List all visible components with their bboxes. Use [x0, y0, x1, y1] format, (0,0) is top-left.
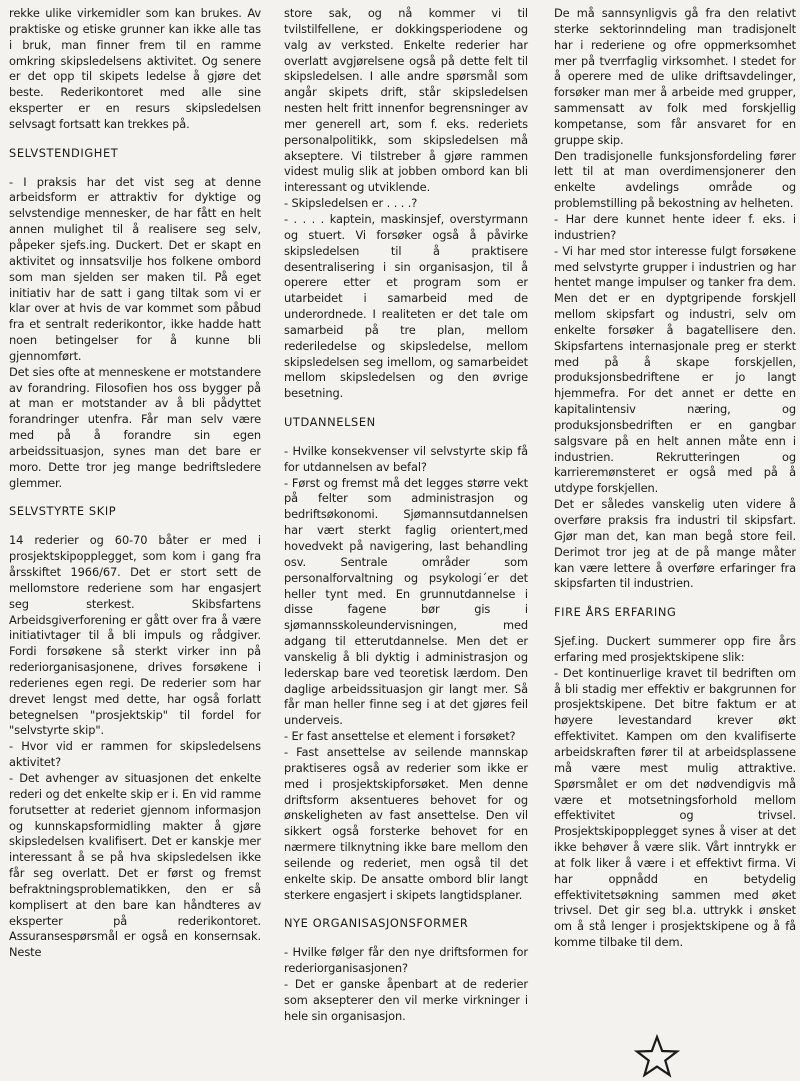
- paragraph: - Skipsledelsen er . . . .?: [284, 196, 418, 211]
- paragraph: Den tradisjonelle funksjonsfordeling fører lett til at man overdimensjonerer den enkelte avdelings område og problemstilling på bekostning av helheten.: [554, 148, 796, 211]
- paragraph: De må sannsynligvis gå fra den relativt sterke sektorinndeling man tradisjonelt har i rederiene og ofre oppmerksomhet mer på tverrfaglig virksomhet. I stedet for å operere med de ulike driftsavdelinger, forsøker man mer å arbeide med grupper, sammensatt av folk med forskjellig kompetanse, som får ansvaret for en gruppe skip.: [554, 6, 796, 147]
- paragraph: - Har dere kunnet hente ideer f. eks. i industrien?: [554, 211, 796, 242]
- column-1: [9, 6, 261, 961]
- paragraph: store sak, og nå kommer vi til tvilstilfellene, er dokkingsperiodene og valg av verksted. Enkelte rederier har overlatt avgjørelsene også på dette felt til skipsledelsen. I alle andre spørsmål som angår skipets drift, står skipsledelsen nesten helt fritt innenfor begrensninger av mer generell art, som f. eks. rederiets personalpolitikk, som skipsledelsen må akseptere. Vi tilstreber å gjøre rammen videst mulig slik at jobben ombord kan bli interessant og utviklende.: [284, 6, 528, 195]
- section-heading: NYE ORGANISASJONSFORMER: [284, 916, 469, 931]
- paragraph: - Det er ganske åpenbart at de rederier som aksepterer den vil merke virkninger i hele sin organisasjon.: [284, 976, 528, 1023]
- paragraph: Sjef.ing. Duckert summerer opp fire års erfaring med prosjektskipene slik:: [554, 634, 796, 664]
- paragraph: - Først og fremst må det legges større vekt på felter som administrasjon og bedriftsøkonomi. Sjømannsutdannelsen har vært sterkt faglig orientert,med hovedvekt på navigering, last behandling osv. Sentrale områder som personalforvaltning og psykologi´er det heller tynt med. En grunnutdannelse i disse fagene bør gis i sjømannsskoleundervisningen, med adgang til etterutdannelse. Men det er vanskelig å bli dyktig i administrasjon og lederskap bare ved teoretisk lærdom. Den daglige arbeidssituasjon gir langt mer. Så får man heller finne seg i at det gjøres feil underveis.: [284, 475, 528, 728]
- paragraph: Det er således vanskelig uten videre å overføre praksis fra industri til skipsfart. Gjør man det, kan man begå store feil. Derimot tror jeg at de på mange måter kan være lettere å overføre erfaringer fra skipsfarten til industrien.: [554, 497, 796, 591]
- paragraph: - . . . . kaptein, maskinsjef, overstyrmann og stuert. Vi forsøker også å påvirke skipsledelsen til å praktisere desentralisering i sin organisasjon, til å operere etter et program som er utarbeidet i samarbeid med de underordnede. I realiteten er det tale om samarbeid på tre plan, mellom rederiledelse og skipsledelse, mellom skipsledelsen seg imellom, og samarbeidet mellom skipsledelsen og den øvrige besetning.: [284, 211, 528, 401]
- star-outline-icon: [634, 1034, 680, 1078]
- column-2: [284, 6, 528, 1024]
- paragraph: - Det avhenger av situasjonen det enkelte rederi og det enkelte skip er i. En vid ramme forutsetter at rederiet gjennom informasjon og kunnskapsformidling makter å gjøre skipsledelsen kvalifisert. Det er kanskje mer interessant å se på hva skipsledelsen ikke får seg overlatt. Det er først og fremst befraktningsproblematikken, den er så komplisert at den bare kan håndteres av eksperter på rederikontoret. Assuransespørsmål er også en konsernsak. Neste: [9, 770, 261, 960]
- paragraph: rekke ulike virkemidler som kan brukes. Av praktiske og etiske grunner kan ikke alle tas i bruk, man finner frem til en ramme omkring skipsledelsens aktivitet. Og senere er det opp til skipets ledelse å gjøre det beste. Rederikontoret med alle sine eksperter er en resurs skipsledelsen selvsagt fortsatt kan trekkes på.: [9, 6, 261, 131]
- paragraph: - Hvilke følger får den nye driftsformen for rederiorganisasjonen?: [284, 945, 528, 976]
- section-heading: SELVSTYRTE SKIP: [9, 504, 117, 519]
- paragraph: - Det kontinuerlige kravet til bedriften om å bli stadig mer effektiv er bakgrunnen for prosjektskipene. Det bitre faktum er at høyere levestandard krever økt effektivitet. Kampen om den kvalifiserte arbeidskraften fører til at arbeidsplassene må være mest mulig attraktive. Spørsmålet er om det nødvendigvis må være et motsetningsforhold mellom effektivitet og trivsel. Prosjektskipopplegget synes å viser at det ikke behøver å være slik. Vårt inntrykk er at folk liker å være i et effektivt firma. Vi har oppnådd en betydelig effektivitetsøkning sammen med øket trivsel. Det gir seg bl.a. uttrykk i ønsket om å stå lenger i prosjektskipene og å få komme tilbake til dem.: [554, 665, 796, 950]
- paragraph: 14 rederier og 60-70 båter er med i prosjektskipopplegget, som kom i gang fra årsskiftet 1966/67. Det er stort sett de mellomstore rederiene som har engasjert seg sterkest. Skibsfartens Arbeidsgiverforening er gått over fra å være initiativtager til å bli impuls og rådgiver. Fordi forsøkene så sterkt virker inn på rederiorganisasjonene, drives forsøkene i rederienes egen regi. De rederier som har drevet lengst med dette, har også forlatt betegnelsen "prosjektskip" til fordel for "selvstyrte skip".: [9, 533, 261, 738]
- column-3: [554, 6, 796, 951]
- section-heading: FIRE ÅRS ERFARING: [554, 605, 677, 620]
- section-heading: UTDANNELSEN: [284, 415, 376, 430]
- paragraph: - Er fast ansettelse et element i forsøket?: [284, 729, 516, 744]
- paragraph: - Hvilke konsekvenser vil selvstyrte skip få for utdannelsen av befal?: [284, 443, 528, 474]
- paragraph: - I praksis har det vist seg at denne arbeidsform er attraktiv for dyktige og selvstendige mennesker, de har fått en helt annen mulighet til å realisere seg selv, påpeker sjefs.ing. Duckert. Det er skapt en aktivitet og innsatsvilje hos folkene ombord som man sjelden ser maken til. På eget initiativ har de satt i gang tiltak som vi er klar over at hvis de var kommet som påbud fra et sentralt rederikontor, ikke hadde hatt noen betingelser for å kunne bli gjennomført.: [9, 174, 261, 363]
- paragraph: - Hvor vid er rammen for skipsledelsens aktivitet?: [9, 739, 261, 770]
- section-heading: SELVSTENDIGHET: [9, 145, 119, 160]
- paragraph: - Vi har med stor interesse fulgt forsøkene med selvstyrte grupper i industrien og har hentet mange impulser og tanker fra dem. Men det er en dyptgripende forskjell mellom skipsfart og industri, selv om enkelte forsøker å bagatellisere den. Skipsfartens internasjonale preg er sterkt med på å skape forskjellen, produksjonsbedriftene er jo langt hjemmefra. For det annet er dette en kapitalintensiv næring, og produksjonsbedriften er en gangbar salgsvare på en helt annen måte enn i industrien. Rekrutteringen og karrieremønsteret er også med på å utdype forskjellen.: [554, 243, 796, 496]
- paragraph: - Fast ansettelse av seilende mannskap praktiseres også av rederier som ikke er med i prosjektskipforsøket. Men denne driftsform aksentueres behovet for og ønskeligheten av fast ansettelse. Den vil sikkert også forsterke behovet for en nærmere tilknytning ikke bare mellom den seilende og rederiet, men også til det enkelte skip. De ansatte ombord blir langt sterkere engasjert i skipets langtidsplaner.: [284, 744, 528, 902]
- paragraph: Det sies ofte at menneskene er motstandere av forandring. Filosofien hos oss bygger på at man er motstander av å bli pådyttet forandringer utenfra. Får man selv være med på å forandre sin egen arbeidssituasjon, synes man det bare er moro. Dette tror jeg mange bedriftsledere glemmer.: [9, 364, 261, 490]
